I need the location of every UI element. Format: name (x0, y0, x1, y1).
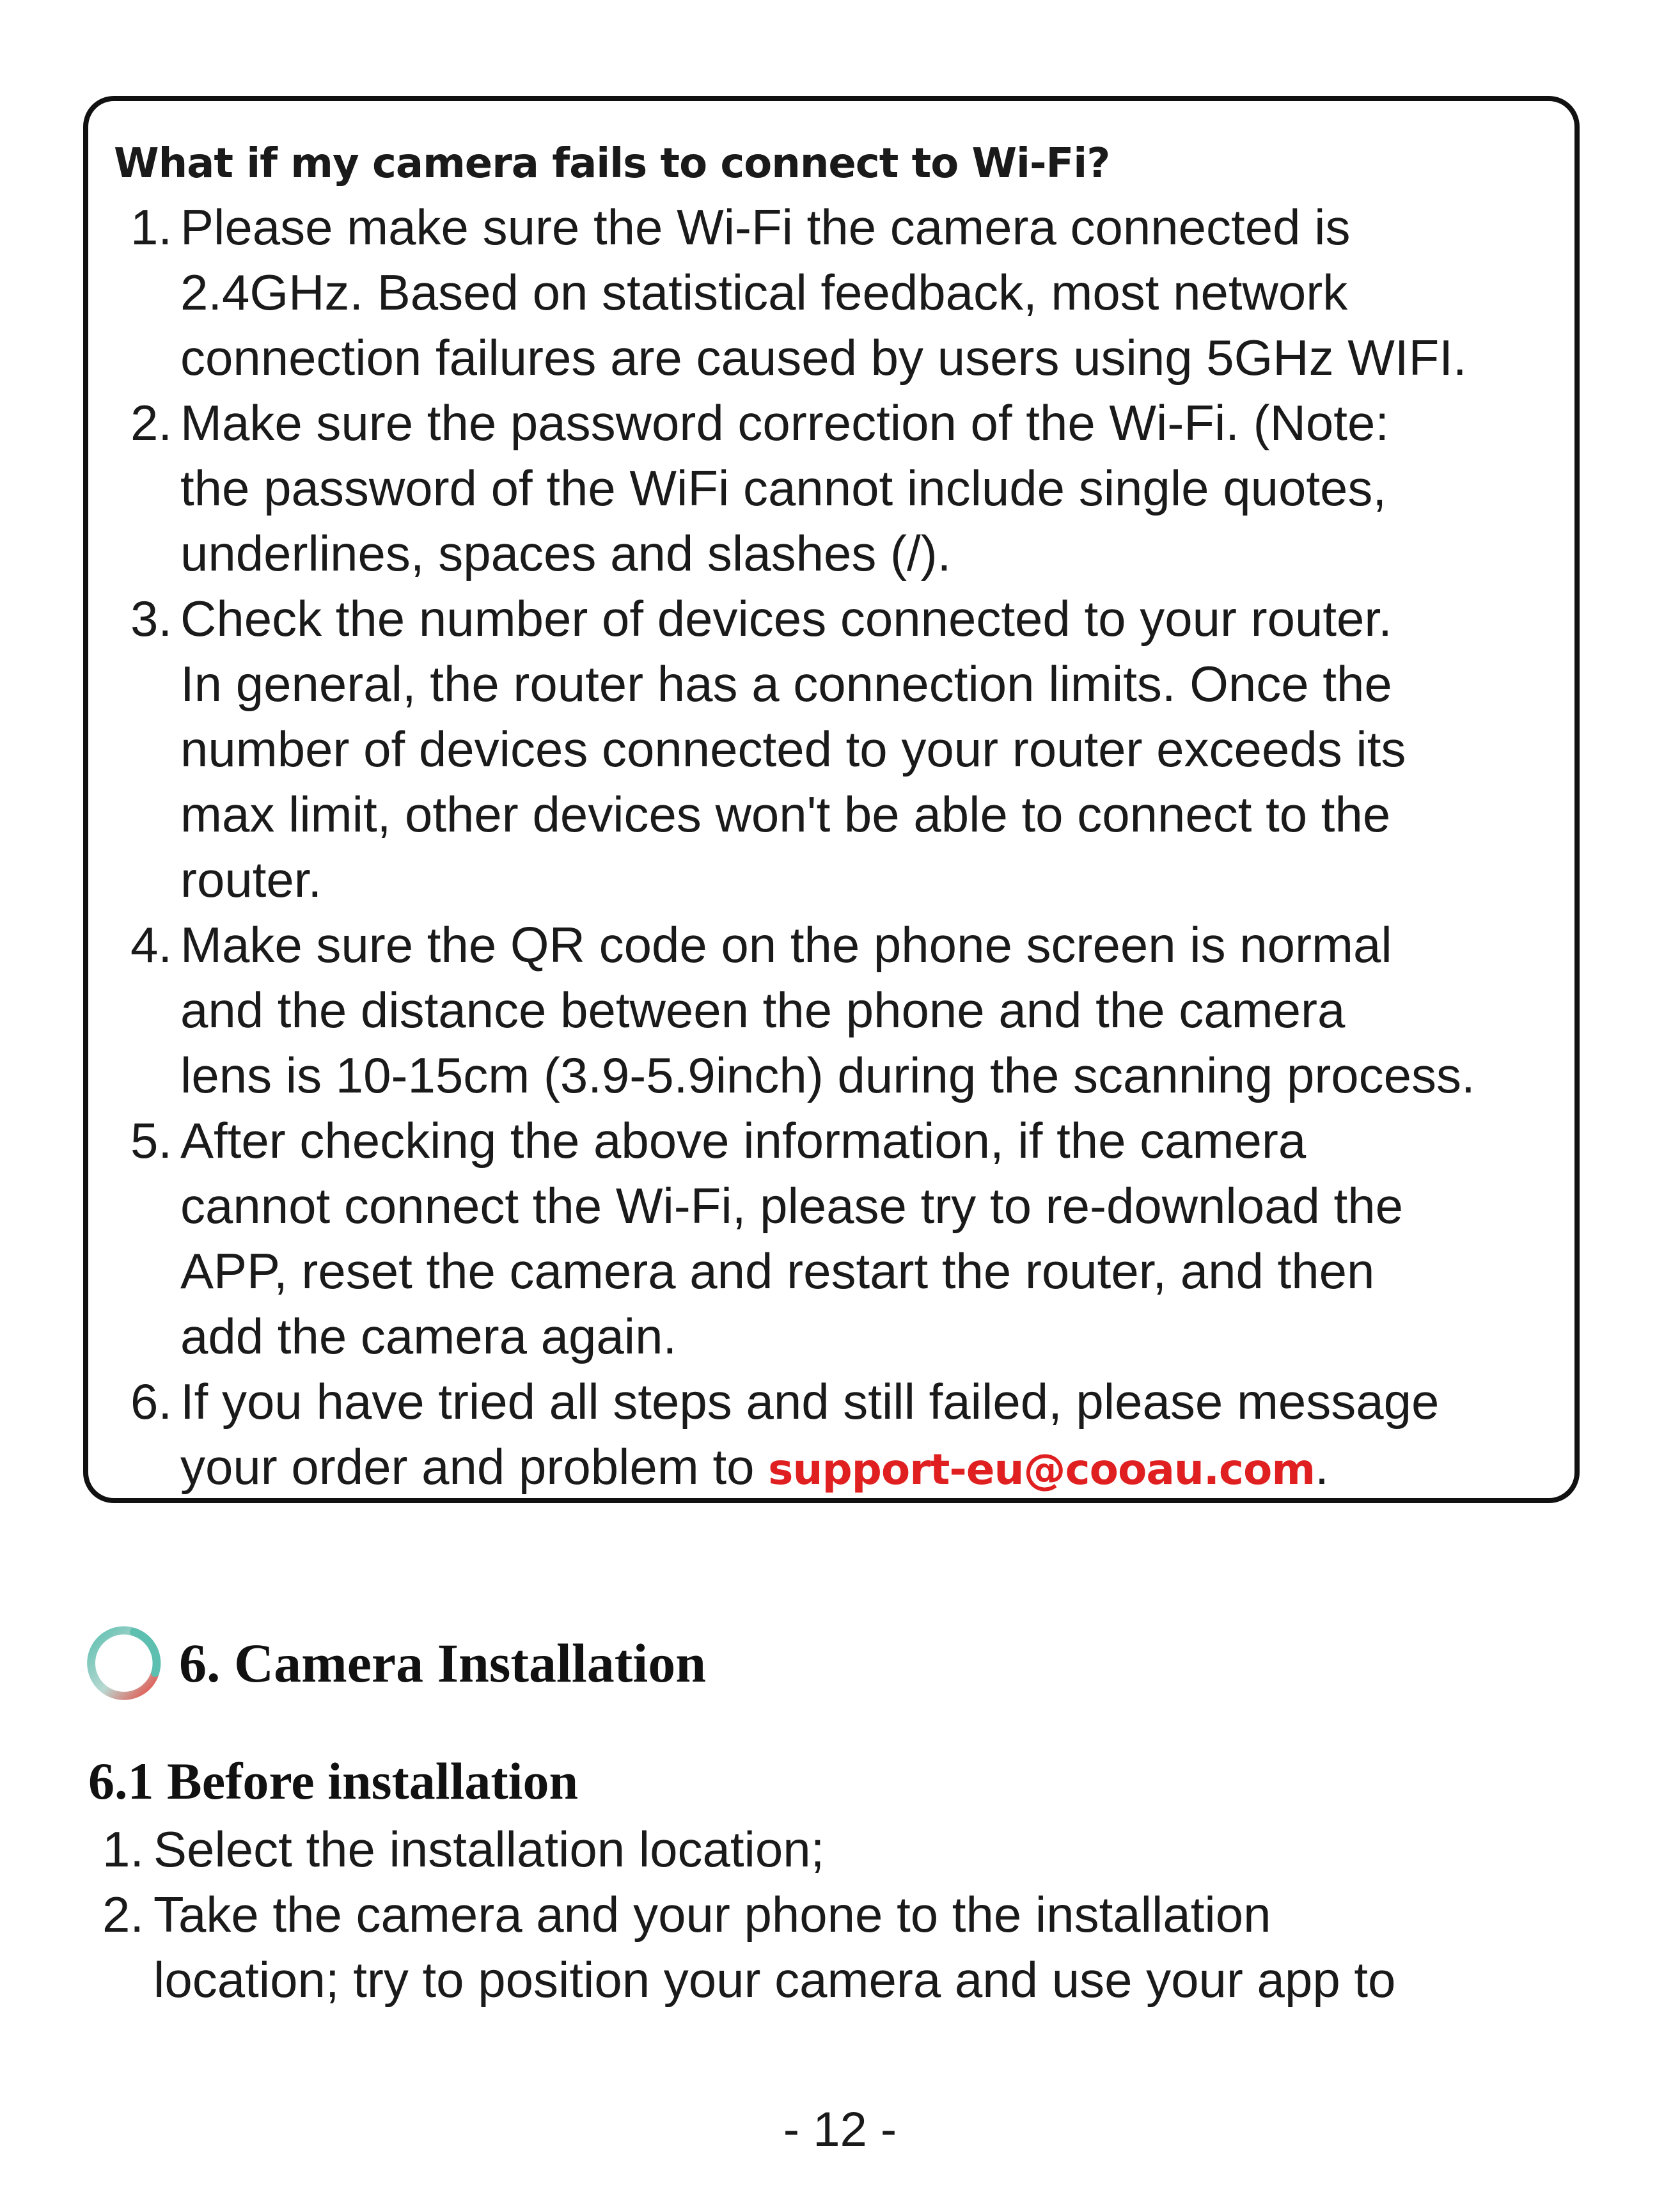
faq-question: What if my camera fails to connect to Wi-Fi? (114, 140, 1110, 187)
steps-list (102, 1817, 1586, 2012)
faq-item-number: 5. (130, 1112, 173, 1169)
faq-list (114, 194, 1546, 1503)
section-heading (83, 1612, 706, 1714)
faq-item-text: After checking the above information, if the camera cannot connect the Wi-Fi, please try to re-download the APP, reset the camera and restart the router, and then add the camera again. (180, 1112, 1403, 1364)
faq-item-number: 6. (130, 1373, 173, 1430)
step-number: 1. (102, 1821, 145, 1877)
faq-item-number: 2. (130, 395, 173, 451)
step-number: 2. (102, 1886, 145, 1943)
faq-box (83, 96, 1580, 1503)
faq-item (114, 1369, 1546, 1503)
faq-item-text: Please make sure the Wi-Fi the camera connected is 2.4GHz. Based on statistical feedback, most network connection failures are caused by users using 5GHz WIFI. (180, 199, 1467, 386)
page-number: - 12 - (783, 2102, 897, 2157)
faq-item-text: Make sure the QR code on the phone screen is normal and the distance between the phone and the camera lens is 10-15cm (3.9-5.9inch) during the scanning process. (180, 917, 1475, 1103)
ring-icon (83, 1622, 165, 1704)
list-item (102, 1817, 1586, 1882)
support-email-link[interactable]: support-eu@cooau.com (768, 1445, 1315, 1494)
faq-item (114, 390, 1546, 586)
faq-item-number: 4. (130, 917, 173, 973)
faq-item (114, 1108, 1546, 1369)
faq-item-text (180, 1369, 1546, 1503)
step-text: Take the camera and your phone to the installation location; try to position your camera and use your app to (153, 1886, 1396, 2008)
faq-item (114, 912, 1546, 1108)
faq-item (114, 586, 1546, 912)
faq-item-text-before: If you have tried all steps and still failed, please message your order and problem to (180, 1373, 1440, 1495)
faq-item-text: Check the number of devices connected to your router. In general, the router has a connection limits. Once the number of devices connected to your router exceeds its max limit, other devices won't be able to connect to the router. (180, 590, 1406, 908)
faq-item-number: 3. (130, 590, 173, 647)
list-item (102, 1882, 1586, 2012)
faq-item-number: 1. (130, 199, 173, 255)
section-title: 6. Camera Installation (179, 1632, 707, 1694)
step-text: Select the installation location; (153, 1821, 825, 1877)
subsection-title: 6.1 Before installation (88, 1752, 579, 1810)
installation-steps (102, 1817, 1586, 2012)
faq-item-text-after: . (1315, 1439, 1329, 1495)
faq-item-text: Make sure the password correction of the Wi-Fi. (Note: the password of the WiFi cannot include single quotes, underlines, spaces and slashes (/). (180, 395, 1390, 581)
faq-item (114, 194, 1546, 390)
